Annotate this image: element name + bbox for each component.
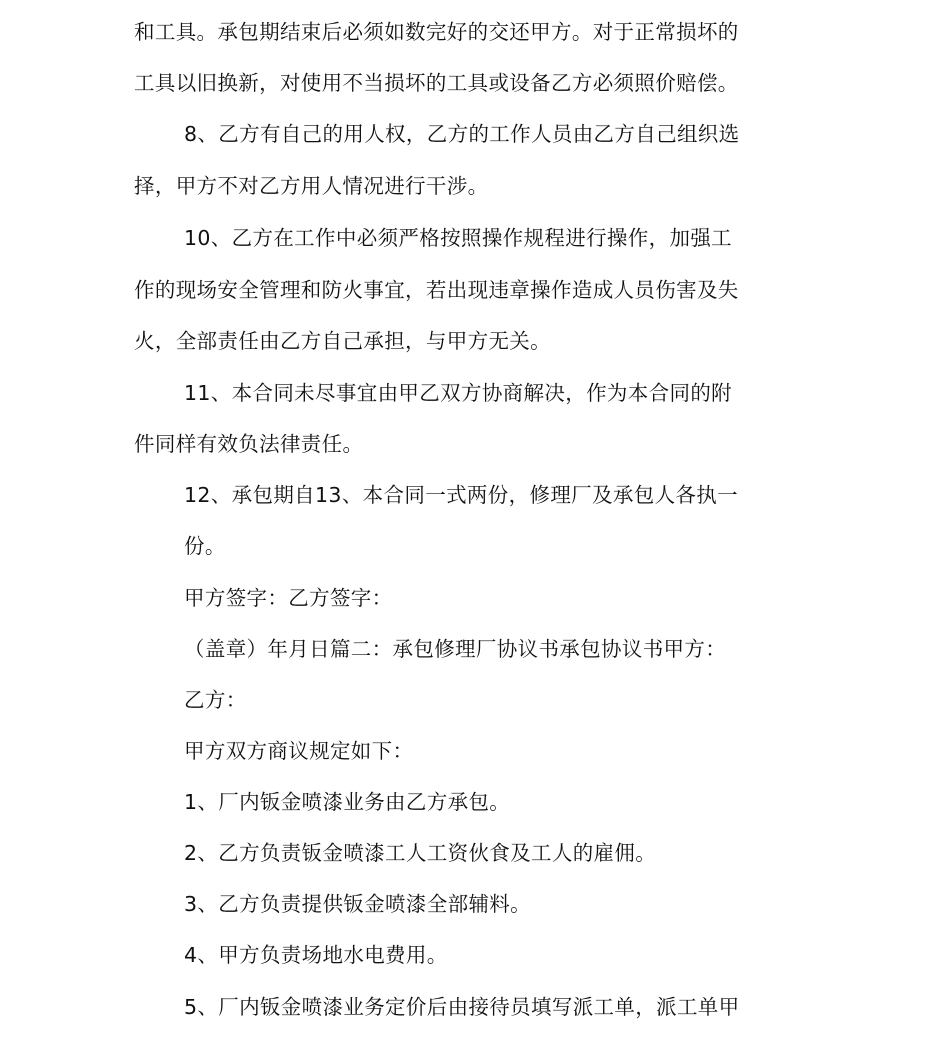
list-item: 2、乙方负责钣金喷漆工人工资伙食及工人的雇佣。 — [184, 841, 657, 865]
text-line: 和工具。承包期结束后必须如数完好的交还甲方。对于正常损坏的 — [134, 20, 739, 44]
list-item: 4、甲方负责场地水电费用。 — [184, 943, 448, 967]
text-line: 作的现场安全管理和防火事宜，若出现违章操作造成人员伤害及失 — [134, 278, 739, 302]
text-line: （盖章）年月日篇二：承包修理厂协议书承包协议书甲方： — [184, 637, 727, 661]
text-line: 10、乙方在工作中必须严格按照操作规程进行操作，加强工 — [184, 226, 733, 250]
text-line: 甲方双方商议规定如下： — [184, 739, 414, 763]
list-item: 5、厂内钣金喷漆业务定价后由接待员填写派工单，派工单甲 — [184, 995, 740, 1019]
text-line: 火，全部责任由乙方自己承担，与甲方无关。 — [134, 329, 551, 353]
text-line: 择，甲方不对乙方用人情况进行干涉。 — [134, 174, 489, 198]
text-line: 12、承包期自13、本合同一式两份，修理厂及承包人各执一 — [184, 483, 738, 507]
list-item: 1、厂内钣金喷漆业务由乙方承包。 — [184, 790, 511, 814]
text-line: 份。 — [184, 534, 226, 558]
signature-line: 甲方签字：乙方签字： — [184, 586, 393, 610]
text-line: 乙方： — [184, 688, 247, 712]
text-line: 件同样有效负法律责任。 — [134, 432, 364, 456]
text-line: 工具以旧换新，对使用不当损坏的工具或设备乙方必须照价赔偿。 — [134, 71, 739, 95]
text-line: 8、乙方有自己的用人权，乙方的工作人员由乙方自己组织选 — [184, 122, 740, 146]
text-line: 11、本合同未尽事宜由甲乙双方协商解决，作为本合同的附 — [184, 381, 733, 405]
list-item: 3、乙方负责提供钣金喷漆全部辅料。 — [184, 892, 531, 916]
